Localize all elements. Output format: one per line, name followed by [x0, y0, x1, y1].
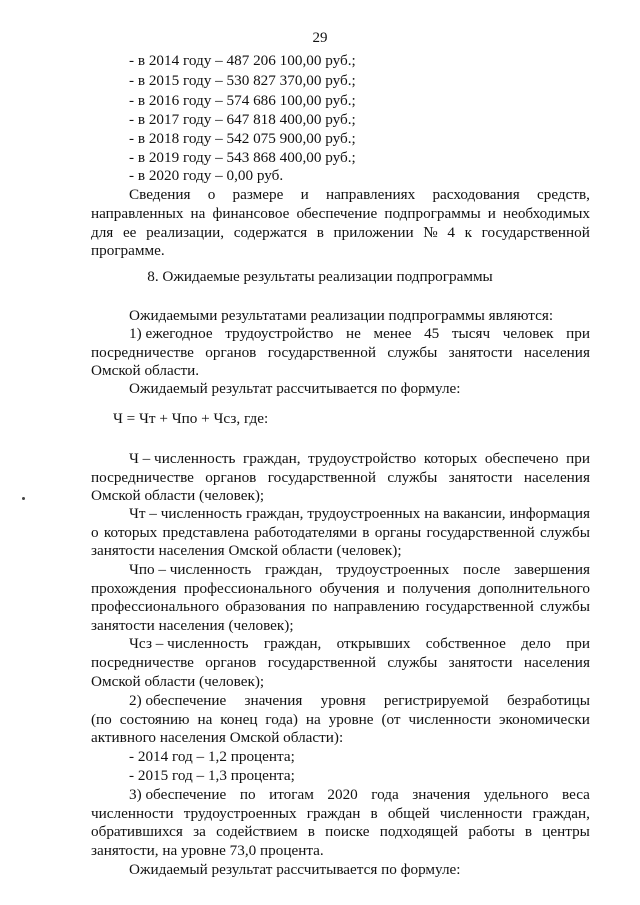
section-heading: 8. Ожидаемые результаты реализации подпрограммы	[147, 268, 493, 285]
def-chsz-line-3: Омской области (человек);	[91, 673, 265, 690]
formula: Ч = Чт + Чпо + Чсз, где:	[113, 410, 269, 427]
word: при	[566, 635, 590, 652]
word: 3) обеспечение	[129, 786, 227, 803]
word: уровне	[328, 711, 374, 728]
word: направлениях	[325, 186, 416, 203]
word: собственное	[425, 635, 506, 652]
word: содействием	[216, 823, 298, 840]
word: 2) обеспечение	[129, 692, 227, 709]
word: приложении	[333, 224, 414, 241]
word: службы	[387, 469, 438, 486]
word: трудоустройство	[308, 450, 417, 467]
formula-intro-2: Ожидаемый результат рассчитывается по формуле:	[129, 861, 461, 878]
word: центры	[542, 823, 590, 840]
word: органов	[205, 344, 257, 361]
word: Чт – численность	[129, 505, 243, 522]
word: трудоустроенных	[307, 505, 421, 522]
item3-line-4: занятости, на уровне 73,0 процента.	[91, 842, 324, 859]
word: населения	[523, 344, 590, 361]
word: после	[463, 561, 501, 578]
word: посредничестве	[91, 469, 194, 486]
word: не	[345, 325, 361, 342]
word: трудоустроенных	[336, 561, 450, 578]
word: которых	[103, 524, 158, 541]
item2-line-3: активного населения Омской области):	[91, 729, 344, 746]
word: (по	[91, 711, 112, 728]
word: Ч – численность	[129, 450, 236, 467]
word: численности	[439, 805, 523, 822]
word: открывших	[336, 635, 411, 652]
budget-line-2014: - в 2014 году – 487 206 100,00 руб.;	[129, 52, 356, 69]
word: №	[423, 224, 438, 241]
def-chpo-line-4: занятости населения (человек);	[91, 617, 294, 634]
def-ch-line-1	[129, 450, 590, 468]
word: представлена	[162, 524, 249, 541]
budget-line-2015: - в 2015 году – 530 827 370,00 руб.;	[129, 72, 356, 89]
word: обратившихся	[91, 823, 183, 840]
word: завершения	[514, 561, 590, 578]
word: государственной	[481, 224, 590, 241]
word: средств,	[537, 186, 590, 203]
word: общей	[387, 805, 430, 822]
def-ch-line-3: Омской области (человек);	[91, 487, 265, 504]
word: подходящей	[379, 823, 459, 840]
word: о	[207, 186, 216, 203]
word: службы	[539, 524, 590, 541]
word: в	[362, 524, 370, 541]
word: уровня	[320, 692, 366, 709]
word: подпрограммы	[384, 205, 481, 222]
word: занятости	[448, 654, 513, 671]
word: службы	[387, 654, 438, 671]
def-cht-line-2	[91, 524, 590, 542]
word: населения	[523, 469, 590, 486]
word: к	[464, 224, 473, 241]
word: тысяч	[451, 325, 491, 342]
word: года	[371, 786, 399, 803]
word: государственной	[267, 469, 376, 486]
word: получения	[402, 580, 471, 597]
def-chsz-line-1	[129, 635, 590, 653]
word: по	[311, 598, 328, 615]
word: Сведения	[129, 186, 191, 203]
word: прохождения	[91, 580, 177, 597]
word: при	[566, 325, 590, 342]
word: государственной	[267, 654, 376, 671]
word: государственной	[426, 524, 535, 541]
word: при	[566, 450, 590, 467]
word: трудоустройство	[225, 325, 334, 342]
budget-line-2020: - в 2020 году – 0,00 руб.	[129, 167, 284, 184]
word: численности	[408, 711, 492, 728]
def-chpo-line-2	[91, 580, 590, 598]
def-cht-line-3: занятости населения Омской области (человек);	[91, 542, 402, 559]
item2-line-1	[129, 692, 590, 710]
word: экономически	[499, 711, 590, 728]
word: дело	[521, 635, 551, 652]
word: обеспечено	[484, 450, 559, 467]
word: и	[487, 205, 496, 222]
word: ее	[122, 224, 137, 241]
word: образования	[225, 598, 306, 615]
word: Чсз – численность	[129, 635, 249, 652]
word: государственной	[425, 598, 534, 615]
info-paragraph-line-3	[91, 224, 590, 242]
word: и	[386, 580, 395, 597]
word: поиске	[325, 823, 370, 840]
word: расходования	[432, 186, 520, 203]
word: по	[239, 786, 256, 803]
def-cht-line-1	[129, 505, 590, 523]
word: безработицы	[506, 692, 590, 709]
word: на	[305, 711, 321, 728]
word: информация	[509, 505, 590, 522]
word: за	[193, 823, 206, 840]
word: 4	[447, 224, 455, 241]
word: вакансии,	[443, 505, 506, 522]
word: работодателями	[254, 524, 358, 541]
item2-line-2	[91, 711, 590, 729]
word: направленных	[91, 205, 184, 222]
word: 2020	[327, 786, 358, 803]
word: дополнительного	[478, 580, 590, 597]
formula-intro-1: Ожидаемый результат рассчитывается по формуле:	[129, 380, 461, 397]
word: работы	[468, 823, 515, 840]
word: граждан,	[532, 805, 590, 822]
info-paragraph-line-2	[91, 205, 590, 223]
word: органов	[205, 469, 257, 486]
word: веса	[562, 786, 590, 803]
word: 45	[424, 325, 440, 342]
word: и	[300, 186, 309, 203]
word: которых	[423, 450, 478, 467]
word: посредничестве	[91, 654, 194, 671]
word: службы	[540, 598, 590, 615]
budget-line-2017: - в 2017 году – 647 818 400,00 руб.;	[129, 111, 356, 128]
info-paragraph-line-1	[129, 186, 590, 204]
page-number: 29	[312, 30, 328, 46]
budget-line-2019: - в 2019 году – 543 868 400,00 руб.;	[129, 149, 356, 166]
item1-line-3: Омской области.	[91, 362, 200, 379]
item2-bullet-2015: - 2015 год – 1,3 процента;	[129, 767, 295, 784]
word: итогам	[269, 786, 314, 803]
word: значения	[244, 692, 303, 709]
word: обеспечение	[296, 205, 378, 222]
word: на	[190, 205, 206, 222]
word: граждан,	[265, 561, 323, 578]
word: службы	[387, 344, 438, 361]
info-paragraph-line-4: программе.	[91, 242, 165, 259]
word: в	[370, 805, 378, 822]
budget-line-2018: - в 2018 году – 542 075 900,00 руб.;	[129, 130, 356, 147]
word: трудоустроенных	[183, 805, 297, 822]
item3-line-3	[91, 823, 590, 841]
word: органов	[205, 654, 257, 671]
word: на	[197, 711, 213, 728]
word: размере	[232, 186, 284, 203]
word: граждан,	[263, 635, 322, 652]
item3-line-1	[129, 786, 590, 804]
word: населения	[523, 654, 590, 671]
word: обучения	[319, 580, 380, 597]
word: в	[524, 823, 533, 840]
budget-line-2016: - в 2016 году – 574 686 100,00 руб.;	[129, 92, 356, 109]
word: граждан,	[245, 505, 304, 522]
word: профессионального	[91, 598, 220, 615]
word: в	[316, 224, 324, 241]
word: необходимых	[502, 205, 590, 222]
word: на	[424, 505, 440, 522]
item1-line-1	[129, 325, 590, 343]
def-chpo-line-1	[129, 561, 590, 579]
word: года)	[265, 711, 298, 728]
word: Чпо – численность	[129, 561, 252, 578]
def-ch-line-2	[91, 469, 590, 487]
word: менее	[373, 325, 412, 342]
word: численности	[91, 805, 174, 822]
item2-bullet-2014: - 2014 год – 1,2 процента;	[129, 748, 295, 765]
word: для	[91, 224, 114, 241]
item3-line-2	[91, 805, 590, 823]
word: органы	[374, 524, 422, 541]
word: финансовое	[212, 205, 290, 222]
item1-line-2	[91, 344, 590, 362]
word: направлению	[333, 598, 420, 615]
word: посредничестве	[91, 344, 194, 361]
word: граждан,	[243, 450, 301, 467]
word: 1) ежегодное	[129, 325, 213, 342]
def-chpo-line-3	[91, 598, 590, 616]
word: государственной	[267, 344, 376, 361]
word: граждан	[306, 805, 361, 822]
scan-speck	[22, 497, 25, 500]
word: человек	[502, 325, 554, 342]
results-intro: Ожидаемыми результатами реализации подпрограммы являются:	[129, 307, 554, 324]
word: занятости	[448, 469, 513, 486]
word: содержатся	[233, 224, 308, 241]
word: реализации,	[146, 224, 225, 241]
word: регистрируемой	[383, 692, 489, 709]
word: конец	[220, 711, 258, 728]
word: занятости	[448, 344, 513, 361]
word: профессионального	[183, 580, 312, 597]
word: о	[91, 524, 99, 541]
def-chsz-line-2	[91, 654, 590, 672]
word: удельного	[483, 786, 549, 803]
word: в	[307, 823, 315, 840]
word: состоянию	[119, 711, 190, 728]
word: значения	[412, 786, 471, 803]
word: (от	[381, 711, 401, 728]
